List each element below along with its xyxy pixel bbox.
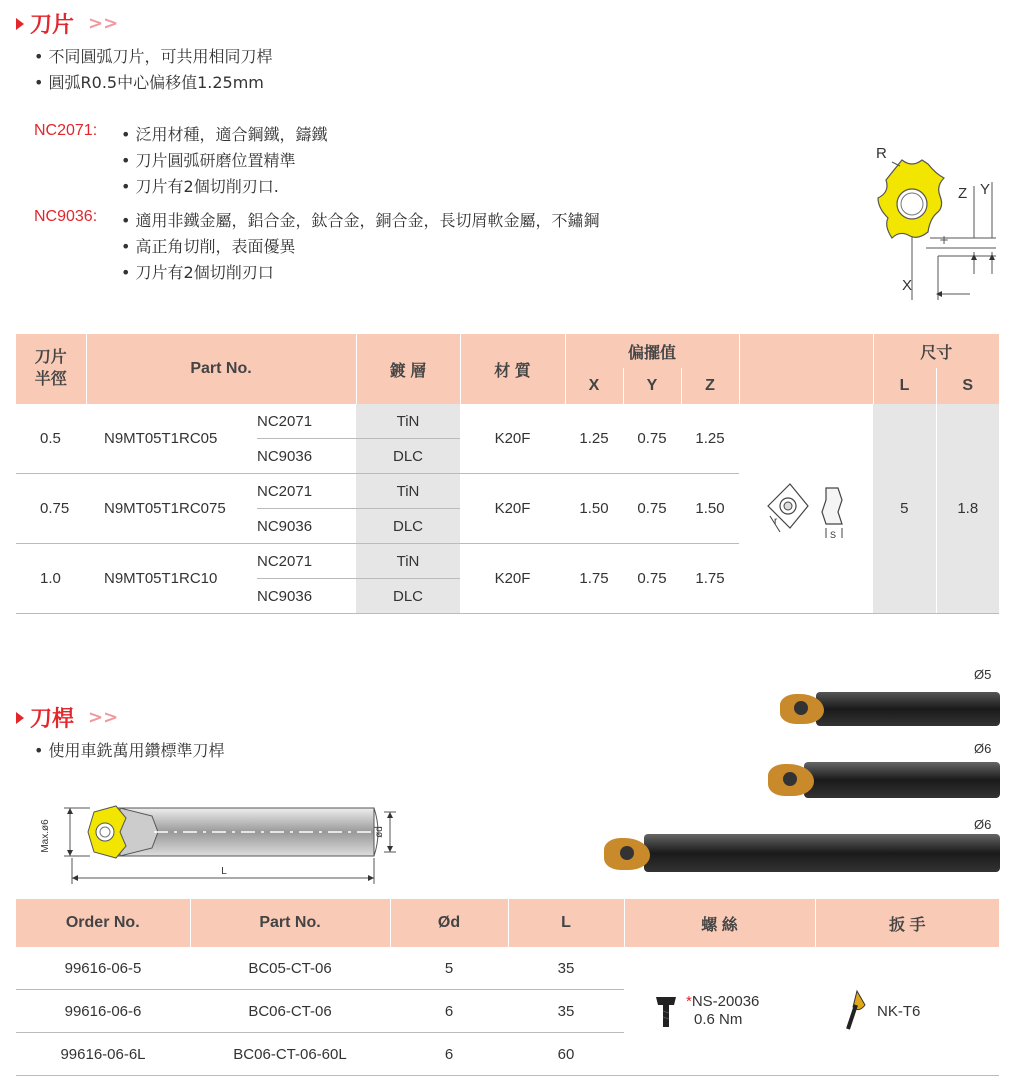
title-arrow: >> bbox=[88, 13, 119, 34]
row-material: K20F bbox=[460, 404, 565, 474]
row-l: 60 bbox=[508, 1033, 624, 1076]
label-l: L bbox=[221, 866, 227, 877]
header-l: L bbox=[873, 368, 936, 404]
grade-nc9036-label: NC9036: bbox=[34, 208, 98, 225]
svg-text:+: + bbox=[939, 233, 950, 247]
photo-label-2: Ø6 bbox=[974, 741, 992, 756]
row-x: 1.75 bbox=[565, 544, 623, 614]
row-grade: NC9036 bbox=[257, 509, 356, 544]
icon-label-s: S bbox=[830, 529, 837, 540]
row-radius: 0.5 bbox=[16, 404, 86, 474]
row-y: 0.75 bbox=[623, 544, 681, 614]
label-x: X bbox=[902, 277, 913, 294]
label-z: Z bbox=[958, 185, 968, 202]
screw-info bbox=[686, 993, 759, 1029]
insert-bullet-2: • 圓弧R0.5中心偏移值1.25mm bbox=[34, 70, 264, 93]
header-s: S bbox=[936, 368, 999, 404]
section-marker-icon bbox=[16, 712, 24, 724]
row-material: K20F bbox=[460, 544, 565, 614]
photo-label-1: Ø5 bbox=[974, 667, 992, 682]
header-part-no: Part No. bbox=[86, 334, 356, 404]
icon-label-r: r bbox=[774, 515, 778, 527]
screw-name: NS-20036 bbox=[691, 993, 760, 1010]
header-order-no: Order No. bbox=[16, 899, 190, 947]
insert-bullet-1: • 不同圓弧刀片，可共用相同刀桿 bbox=[34, 44, 273, 67]
wrench-cell bbox=[815, 947, 999, 1076]
row-coating: TiN bbox=[356, 544, 460, 579]
row-z: 1.75 bbox=[681, 544, 739, 614]
header-screw: 螺 絲 bbox=[624, 899, 815, 947]
holder-bullet-1: • 使用車銑萬用鑽標準刀桿 bbox=[34, 738, 225, 761]
holder-photo-2 bbox=[768, 762, 1000, 800]
row-order: 99616-06-6L bbox=[16, 1033, 190, 1076]
screw-star: * bbox=[686, 993, 692, 1010]
row-part: BC06-CT-06-60L bbox=[190, 1033, 390, 1076]
header-coating: 鍍 層 bbox=[356, 334, 460, 404]
row-part: BC05-CT-06 bbox=[190, 947, 390, 990]
title-arrow: >> bbox=[88, 707, 119, 728]
header-radius: 刀片 半徑 bbox=[16, 334, 86, 404]
row-od: 5 bbox=[390, 947, 508, 990]
row-coating: DLC bbox=[356, 439, 460, 474]
label-od: ød bbox=[374, 826, 385, 838]
header-wrench: 扳 手 bbox=[815, 899, 999, 947]
row-l: 35 bbox=[508, 990, 624, 1033]
header-od: Ød bbox=[390, 899, 508, 947]
row-l: 35 bbox=[508, 947, 624, 990]
row-part: N9MT05T1RC10 bbox=[86, 544, 257, 614]
nc2071-point-1: • 泛用材種，適合鋼鐵，鑄鐵 bbox=[121, 122, 328, 145]
insert-title: 刀片 bbox=[30, 13, 75, 38]
row-coating: DLC bbox=[356, 509, 460, 544]
insert-dimension-diagram bbox=[866, 140, 1006, 302]
header-material: 材 質 bbox=[460, 334, 565, 404]
screw-cell bbox=[624, 947, 815, 1076]
holder-photo-1 bbox=[780, 690, 1000, 730]
row-grade: NC2071 bbox=[257, 544, 356, 579]
row-order: 99616-06-6 bbox=[16, 990, 190, 1033]
row-z: 1.50 bbox=[681, 474, 739, 544]
row-grade: NC9036 bbox=[257, 579, 356, 614]
nc9036-point-2: • 高正角切削，表面優異 bbox=[121, 234, 296, 257]
row-x: 1.25 bbox=[565, 404, 623, 474]
label-r: R bbox=[876, 145, 887, 162]
holder-photo-3 bbox=[604, 834, 1000, 874]
nc9036-point-1: • 適用非鐵金屬，鋁合金，鈦合金，銅合金，長切屑軟金屬，不鏽鋼 bbox=[121, 208, 600, 231]
header-x: X bbox=[565, 368, 623, 404]
nc2071-point-3: • 刀片有2個切削刃口. bbox=[121, 174, 279, 197]
label-max: Max.ø6 bbox=[40, 819, 51, 853]
row-coating: DLC bbox=[356, 579, 460, 614]
row-z: 1.25 bbox=[681, 404, 739, 474]
header-part-no: Part No. bbox=[190, 899, 390, 947]
row-radius: 0.75 bbox=[16, 474, 86, 544]
insert-section-title bbox=[16, 8, 118, 39]
header-l: L bbox=[508, 899, 624, 947]
row-part: N9MT05T1RC05 bbox=[86, 404, 257, 474]
label-y: Y bbox=[980, 181, 991, 198]
row-y: 0.75 bbox=[623, 474, 681, 544]
size-l-value: 5 bbox=[873, 404, 936, 614]
nc9036-point-3: • 刀片有2個切削刃口 bbox=[121, 260, 274, 283]
wrench-icon bbox=[843, 989, 869, 1033]
insert-table bbox=[16, 334, 999, 614]
table-row bbox=[16, 404, 999, 439]
header-y: Y bbox=[623, 368, 681, 404]
table-row bbox=[16, 947, 999, 990]
screw-icon bbox=[654, 993, 678, 1029]
row-part: N9MT05T1RC075 bbox=[86, 474, 257, 544]
wrench-name: NK-T6 bbox=[877, 1002, 921, 1020]
row-od: 6 bbox=[390, 1033, 508, 1076]
row-part: BC06-CT-06 bbox=[190, 990, 390, 1033]
header-z: Z bbox=[681, 368, 739, 404]
row-order: 99616-06-5 bbox=[16, 947, 190, 990]
holder-drawing bbox=[34, 788, 404, 888]
row-x: 1.50 bbox=[565, 474, 623, 544]
header-size: 尺寸 bbox=[873, 334, 999, 368]
section-marker-icon bbox=[16, 18, 24, 30]
grade-nc2071-label: NC2071: bbox=[34, 122, 98, 139]
row-grade: NC9036 bbox=[257, 439, 356, 474]
insert-size-icon-cell bbox=[739, 404, 873, 614]
screw-torque: 0.6 Nm bbox=[694, 1011, 743, 1028]
insert-size-icon bbox=[756, 472, 856, 542]
row-grade: NC2071 bbox=[257, 474, 356, 509]
row-coating: TiN bbox=[356, 474, 460, 509]
header-blank bbox=[739, 334, 873, 404]
row-y: 0.75 bbox=[623, 404, 681, 474]
row-radius: 1.0 bbox=[16, 544, 86, 614]
nc2071-point-2: • 刀片圓弧研磨位置精準 bbox=[121, 148, 296, 171]
row-material: K20F bbox=[460, 474, 565, 544]
holder-table bbox=[16, 899, 999, 1076]
row-grade: NC2071 bbox=[257, 404, 356, 439]
row-od: 6 bbox=[390, 990, 508, 1033]
row-coating: TiN bbox=[356, 404, 460, 439]
header-offset: 偏擺值 bbox=[565, 334, 739, 368]
size-s-value: 1.8 bbox=[936, 404, 999, 614]
holder-title: 刀桿 bbox=[30, 707, 75, 732]
holder-section-title bbox=[16, 702, 118, 733]
photo-label-3: Ø6 bbox=[974, 817, 992, 832]
